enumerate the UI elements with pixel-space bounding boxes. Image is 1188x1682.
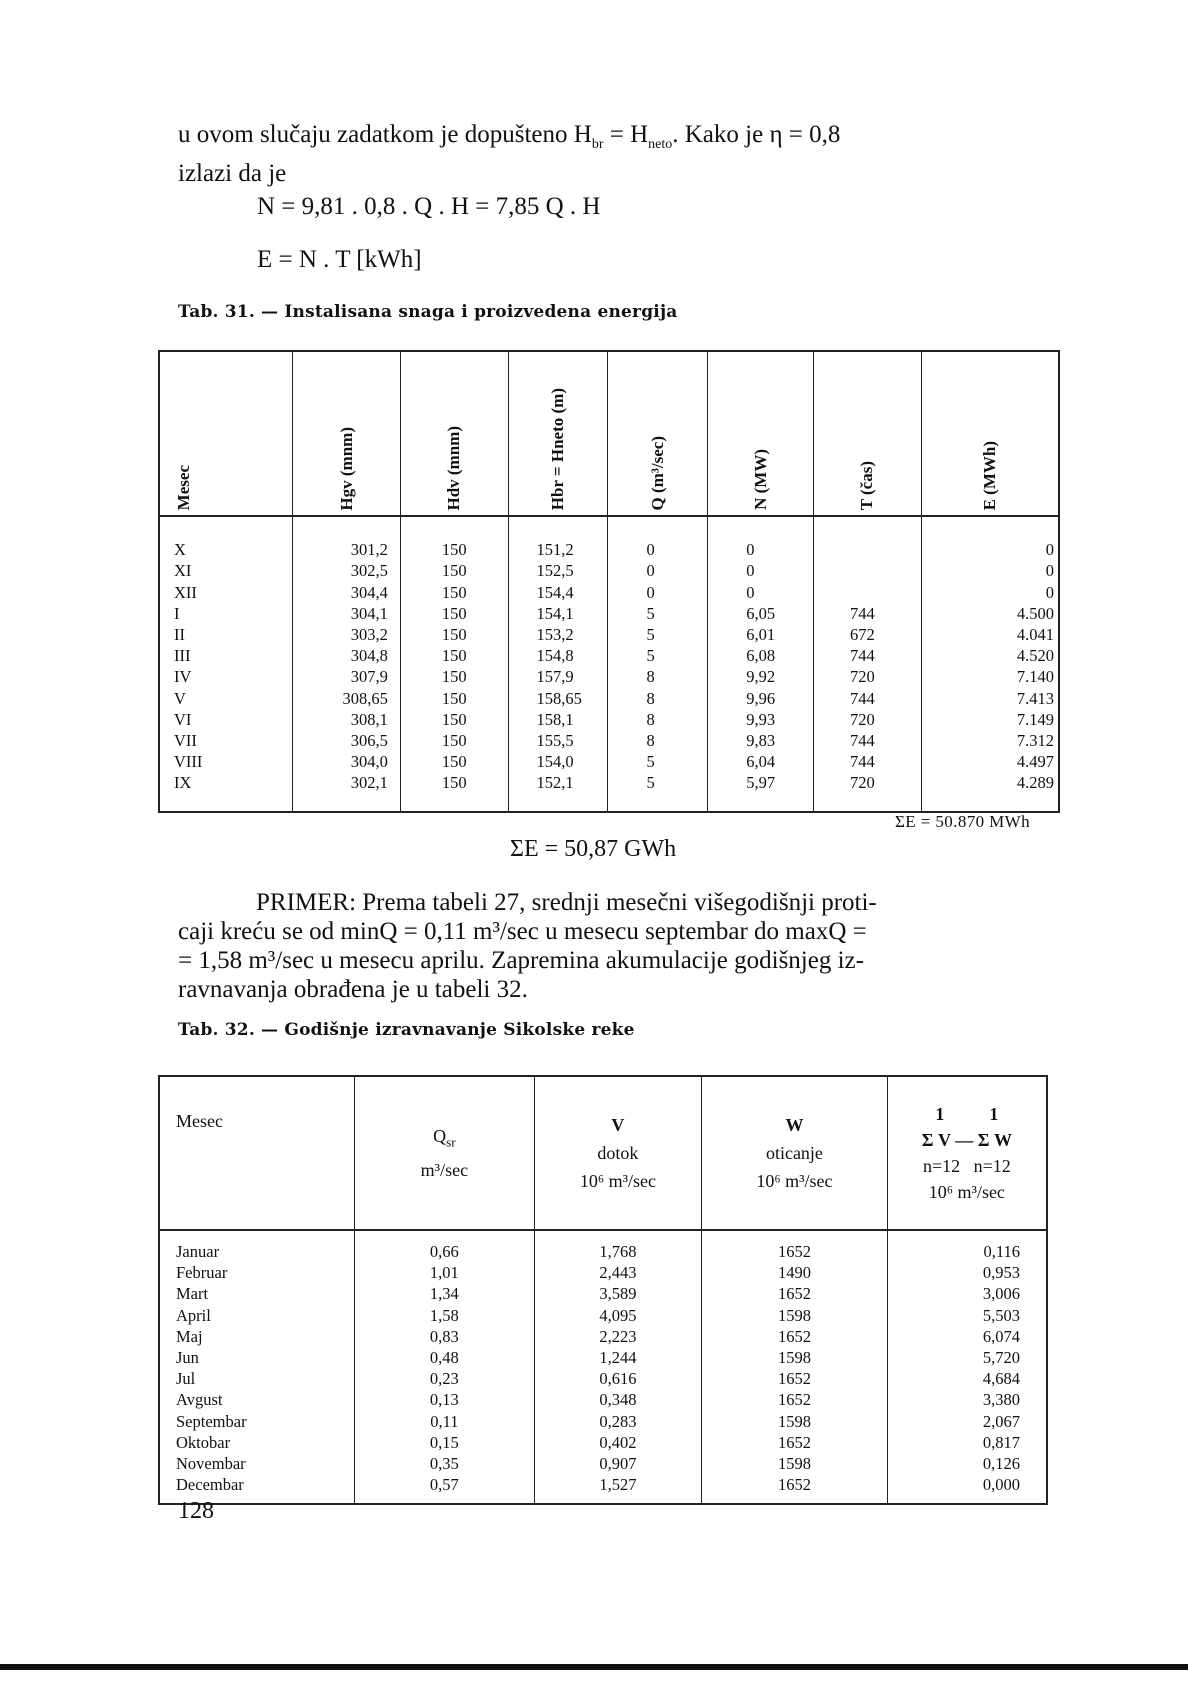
table-cell: 0,000 <box>982 1475 1020 1495</box>
table-cell: 720 <box>850 709 875 729</box>
table-cell: 9,93 <box>746 709 776 729</box>
example-line: caji kreću se od minQ = 0,11 m³/sec u mesecu septembar do maxQ = <box>178 918 867 945</box>
table-cell: 1598 <box>777 1347 811 1367</box>
col-e <box>921 516 1059 812</box>
table-cell: 8 <box>646 667 655 687</box>
sub-neto: neto <box>648 137 673 152</box>
intro-line-2: izlazi da je <box>178 160 287 187</box>
col-months <box>159 1230 355 1504</box>
table-cell: 3,380 <box>982 1390 1020 1410</box>
table-cell <box>814 582 921 603</box>
table-cell: 0,283 <box>599 1411 637 1431</box>
hbr-column <box>509 539 608 793</box>
table32-caption: Tab. 32. — Godišnje izravnavanje Sikolske reke <box>178 1020 635 1040</box>
qsr-column <box>355 1241 534 1495</box>
table-cell: 0,66 <box>429 1242 459 1261</box>
table-cell: 5 <box>646 603 655 623</box>
table-cell: 672 <box>850 624 875 644</box>
table-31 <box>158 350 1060 813</box>
table-cell: 304,0 <box>350 752 388 772</box>
table-cell: 6,04 <box>746 752 776 772</box>
table-cell: 8 <box>646 688 655 708</box>
table-cell: VI <box>174 709 192 729</box>
bottom-rule <box>0 1664 1188 1670</box>
table-cell: II <box>174 624 185 644</box>
table-cell: 157,9 <box>536 667 574 687</box>
table-cell: VII <box>174 730 197 750</box>
table-cell: 0 <box>646 540 655 560</box>
diff-column <box>888 1241 1046 1495</box>
table-cell: 6,074 <box>982 1326 1020 1346</box>
table-cell: Oktobar <box>176 1432 231 1452</box>
table-cell: 5,97 <box>746 773 776 793</box>
table-cell: 0,11 <box>430 1411 459 1431</box>
table-cell: Jul <box>176 1369 196 1389</box>
table-cell: 301,2 <box>350 540 388 560</box>
table-cell: 4.520 <box>1016 646 1054 666</box>
table-cell: 1,244 <box>599 1347 637 1367</box>
col-n <box>708 516 814 812</box>
table-cell: 150 <box>441 582 467 602</box>
hgv-column <box>293 539 400 793</box>
equation-e: E = N . T [kWh] <box>257 246 422 273</box>
table-cell: 1652 <box>777 1390 811 1410</box>
table-cell: V <box>174 688 186 708</box>
table-cell: 720 <box>850 667 875 687</box>
table-cell: 1652 <box>777 1432 811 1452</box>
th-diff <box>887 1076 1047 1230</box>
table-cell: 4.497 <box>1016 752 1054 772</box>
table-cell: 154,4 <box>536 582 574 602</box>
table-cell: 0 <box>746 582 755 602</box>
w-symbol: W <box>785 1115 804 1135</box>
table-cell: 302,1 <box>350 773 388 793</box>
th-hgv <box>293 351 401 516</box>
sum-gwh: ΣE = 50,87 GWh <box>510 836 677 862</box>
table-cell: 152,5 <box>536 561 574 581</box>
table-cell: 0,953 <box>982 1263 1020 1283</box>
table-cell: 307,9 <box>350 667 388 687</box>
th-t <box>814 351 922 516</box>
table-cell: 5,503 <box>982 1305 1020 1325</box>
intro-text: u ovom slučaju zadatkom je dopušteno H <box>178 121 592 148</box>
example-line: PRIMER: Prema tabeli 27, srednji mesečni višegodišnji proti- <box>256 889 877 916</box>
table-cell: 150 <box>441 667 467 687</box>
table-cell: IV <box>174 667 192 687</box>
table-cell: 3,006 <box>982 1284 1020 1304</box>
th-mesec <box>159 1076 355 1230</box>
equation-n: N = 9,81 . 0,8 . Q . H = 7,85 Q . H <box>257 193 601 220</box>
table-cell: 0,13 <box>429 1390 459 1410</box>
th-q <box>608 351 708 516</box>
table-cell: 744 <box>850 603 875 623</box>
table-cell: 1,58 <box>429 1305 459 1325</box>
col-w <box>702 1230 888 1504</box>
table-cell: 306,5 <box>350 730 388 750</box>
table-cell: VIII <box>174 752 203 772</box>
table-cell: 0,57 <box>429 1475 459 1495</box>
table-cell: 154,0 <box>536 752 574 772</box>
table-cell: April <box>176 1305 211 1325</box>
table-cell: 5 <box>646 773 655 793</box>
table-cell: 152,1 <box>536 773 574 793</box>
table-cell: 150 <box>441 624 467 644</box>
month-column <box>160 1241 354 1495</box>
table-cell: 151,2 <box>536 540 574 560</box>
header-label: Q (m³/sec) <box>647 435 667 511</box>
table-cell: 150 <box>441 603 467 623</box>
table-cell: 0 <box>646 582 655 602</box>
header-label: T (čas) <box>857 460 877 511</box>
table-cell: 0,83 <box>429 1326 459 1346</box>
table-cell: 0 <box>1045 582 1054 602</box>
sum-limits: 1 1 <box>935 1104 999 1124</box>
table-cell: 303,2 <box>350 624 388 644</box>
col-diff <box>887 1230 1047 1504</box>
table-cell: 8 <box>646 709 655 729</box>
header-label: Hbr = Hneto (m) <box>547 388 567 511</box>
table-cell: 155,5 <box>536 730 574 750</box>
table-cell: 9,83 <box>746 730 776 750</box>
table-cell: 2,223 <box>599 1326 637 1346</box>
table-cell: Septembar <box>176 1411 247 1431</box>
col-hbr <box>508 516 608 812</box>
table-cell: 150 <box>441 540 467 560</box>
intro-eta: . Kako je η = 0,8 <box>672 121 841 148</box>
v-symbol: V <box>611 1115 625 1135</box>
table-cell: 308,1 <box>350 709 388 729</box>
table-cell: 308,65 <box>342 688 388 708</box>
table-cell: Januar <box>176 1242 220 1261</box>
table-cell: 7.149 <box>1016 709 1054 729</box>
table-cell: 7.140 <box>1016 667 1054 687</box>
table-cell: IX <box>174 773 192 793</box>
table-cell: 1652 <box>777 1284 811 1304</box>
table-cell: 0,35 <box>429 1453 459 1473</box>
q-column <box>608 539 707 793</box>
col-t <box>814 516 922 812</box>
table-cell: Mart <box>176 1284 209 1304</box>
table-cell: 9,96 <box>746 688 776 708</box>
e-column <box>922 539 1058 793</box>
table-cell: 304,8 <box>350 646 388 666</box>
intro-line-1 <box>178 120 1058 159</box>
table-cell: 0 <box>1045 540 1054 560</box>
table-cell: 0,616 <box>599 1369 637 1389</box>
table-cell: 150 <box>441 773 467 793</box>
example-line: ravnavanja obrađena je u tabeli 32. <box>178 976 528 1003</box>
intro-eq: = H <box>603 121 649 148</box>
table-cell: 154,1 <box>536 603 574 623</box>
table-cell: 7.413 <box>1016 688 1054 708</box>
page-number: 128 <box>178 1498 214 1524</box>
table-cell: 744 <box>850 752 875 772</box>
table-cell: 4.041 <box>1016 624 1054 644</box>
table-cell: 0 <box>746 540 755 560</box>
w-label: oticanje <box>765 1143 823 1163</box>
table31-caption: Tab. 31. — Instalisana snaga i proizvedena energija <box>178 302 678 322</box>
v-label: dotok <box>597 1143 639 1163</box>
table-cell: 150 <box>441 688 467 708</box>
table-cell: 304,1 <box>350 603 388 623</box>
th-hdv <box>400 351 508 516</box>
table-cell: 744 <box>850 730 875 750</box>
table-cell: 5 <box>646 624 655 644</box>
table-cell <box>814 560 921 581</box>
example-line: = 1,58 m³/sec u mesecu aprilu. Zapremina akumulacije godišnjeg iz- <box>178 947 864 974</box>
table-cell: 1652 <box>777 1242 811 1261</box>
header-label: E (MWh) <box>979 440 999 511</box>
th-v <box>534 1076 702 1230</box>
table-cell: Jun <box>176 1347 199 1367</box>
table-cell: 1598 <box>777 1411 811 1431</box>
col-hdv <box>400 516 508 812</box>
header-label: Hdv (mnm) <box>444 425 464 511</box>
col-qsr <box>355 1230 535 1504</box>
table-cell: 4,684 <box>982 1369 1020 1389</box>
table-cell: 1652 <box>777 1475 811 1495</box>
table-cell: 1490 <box>777 1263 811 1283</box>
table-cell: 5 <box>646 752 655 772</box>
v-unit: 10⁶ m³/sec <box>579 1171 656 1191</box>
table-cell: 302,5 <box>350 561 388 581</box>
table-cell: 0,348 <box>599 1390 637 1410</box>
table-cell: 7.312 <box>1016 730 1054 750</box>
th-w <box>702 1076 888 1230</box>
table-cell: 158,65 <box>536 688 582 708</box>
table-cell: I <box>174 603 180 623</box>
table-cell: 150 <box>441 646 467 666</box>
table-cell: Decembar <box>176 1475 244 1495</box>
table-cell: 3,589 <box>599 1284 637 1304</box>
intro-paragraph <box>178 120 1058 188</box>
header-label: Mesec <box>174 464 193 511</box>
table-cell: 1,527 <box>599 1475 637 1495</box>
table-cell: X <box>174 540 186 560</box>
th-hbr <box>508 351 608 516</box>
example-paragraph <box>178 888 1058 1004</box>
table-cell: 1652 <box>777 1369 811 1389</box>
table-cell: 0,15 <box>429 1432 459 1452</box>
table-cell: 0,116 <box>983 1242 1020 1261</box>
table-cell: 720 <box>850 773 875 793</box>
table-cell: 8 <box>646 730 655 750</box>
table-cell: 153,2 <box>536 624 574 644</box>
table-cell: 0,23 <box>429 1369 459 1389</box>
table-cell: 9,92 <box>746 667 776 687</box>
th-n <box>708 351 814 516</box>
table31-header-row <box>159 351 1059 516</box>
month-column <box>160 539 292 793</box>
table-cell: 0 <box>646 561 655 581</box>
table-cell: 1652 <box>777 1326 811 1346</box>
v-column <box>535 1241 702 1495</box>
table-cell: 0,126 <box>982 1453 1020 1473</box>
table-cell: 6,05 <box>746 603 776 623</box>
qsr-sub: sr <box>446 1134 456 1150</box>
col-months <box>159 516 293 812</box>
header-label: N (MW) <box>750 449 770 511</box>
table-cell: 1,34 <box>429 1284 459 1304</box>
table-cell: 1,01 <box>429 1263 459 1283</box>
table-cell: Avgust <box>176 1390 223 1410</box>
table-cell: 150 <box>441 752 467 772</box>
table-cell: Februar <box>176 1263 228 1283</box>
hdv-column <box>401 539 508 793</box>
table-cell: 744 <box>850 646 875 666</box>
table-cell: 4,095 <box>599 1305 637 1325</box>
sum-mwh: ΣE = 50.870 MWh <box>895 812 1031 831</box>
table-cell: 158,1 <box>536 709 574 729</box>
qsr-letter: Q <box>433 1125 447 1146</box>
col-v <box>534 1230 702 1504</box>
table-cell: 6,08 <box>746 646 776 666</box>
n-column <box>708 539 813 793</box>
th-e <box>921 351 1059 516</box>
table-cell: III <box>174 646 191 666</box>
table-cell: 5,720 <box>982 1347 1020 1367</box>
th-mesec <box>159 351 293 516</box>
table-cell: 154,8 <box>536 646 574 666</box>
sum-unit: 10⁶ m³/sec <box>928 1182 1005 1202</box>
table-cell: 2,067 <box>982 1411 1020 1431</box>
col-q <box>608 516 708 812</box>
table-cell: 4.289 <box>1016 773 1054 793</box>
header-label: Mesec <box>176 1111 223 1131</box>
w-unit: 10⁶ m³/sec <box>756 1171 833 1191</box>
table-cell: 0,817 <box>982 1432 1020 1452</box>
sum-expression: Σ V — Σ W <box>921 1130 1012 1150</box>
col-hgv <box>293 516 401 812</box>
th-qsr <box>355 1076 535 1230</box>
table32-body-row <box>159 1230 1047 1504</box>
sum-n: n=12 n=12 <box>922 1156 1011 1176</box>
table-cell: Novembar <box>176 1453 246 1473</box>
table-cell: 0,402 <box>599 1432 637 1452</box>
table31-body-row <box>159 516 1059 812</box>
table-cell: 744 <box>850 688 875 708</box>
table-cell: 150 <box>441 561 467 581</box>
t-column <box>814 539 921 793</box>
table-cell: 0 <box>1045 561 1054 581</box>
table-cell: XII <box>174 582 197 602</box>
table-cell: 150 <box>441 730 467 750</box>
table-cell: 4.500 <box>1016 603 1054 623</box>
table-cell: 6,01 <box>746 624 776 644</box>
table-cell: XI <box>174 561 192 581</box>
table-cell: 150 <box>441 709 467 729</box>
table-cell: 1598 <box>777 1305 811 1325</box>
table-cell: 0,48 <box>429 1347 459 1367</box>
w-column <box>702 1241 887 1495</box>
table32-header-row <box>159 1076 1047 1230</box>
table-cell: 0,907 <box>599 1453 637 1473</box>
table-cell <box>814 539 921 560</box>
table-32 <box>158 1075 1048 1505</box>
qsr-unit: m³/sec <box>420 1160 469 1181</box>
table-cell: 0 <box>746 561 755 581</box>
table-cell: 2,443 <box>599 1263 637 1283</box>
header-label: Hgv (mnm) <box>336 426 356 511</box>
table-cell: 1,768 <box>599 1242 637 1261</box>
sub-br: br <box>591 137 604 152</box>
table-cell: 1598 <box>777 1453 811 1473</box>
table-cell: 5 <box>646 646 655 666</box>
qsr-symbol <box>355 1122 534 1157</box>
table-cell: 304,4 <box>350 582 388 602</box>
table-cell: Maj <box>176 1326 203 1346</box>
